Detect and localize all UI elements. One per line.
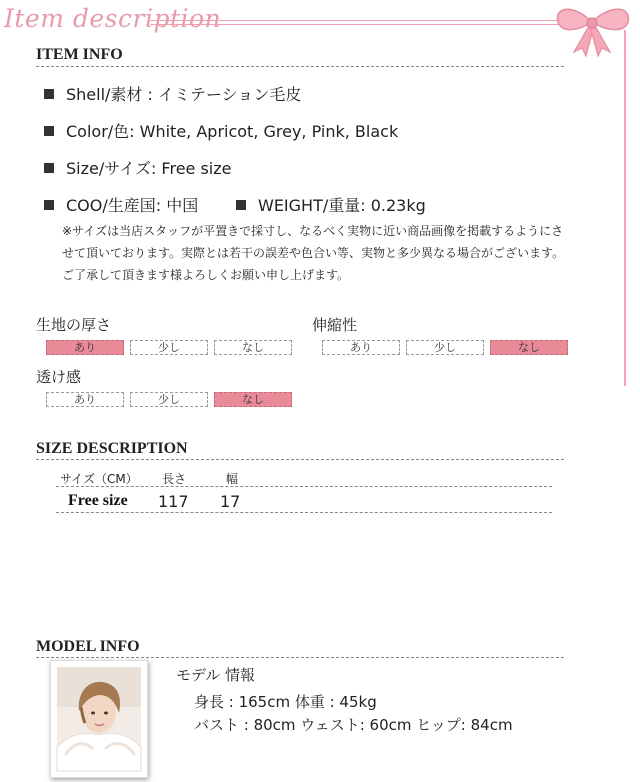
length-value: 117	[158, 492, 189, 511]
sheer-option-nashi: なし	[214, 392, 292, 407]
size-spec	[44, 156, 232, 179]
thickness-label: 生地の厚さ	[36, 316, 112, 334]
weight-text: WEIGHT/重量: 0.23kg	[258, 196, 426, 215]
thickness-option-nashi: なし	[214, 340, 292, 355]
stretch-option-ari: あり	[322, 340, 400, 355]
model-photo	[50, 660, 148, 778]
size-row-label: Free size	[68, 492, 128, 509]
thickness-option-ari: あり	[46, 340, 124, 355]
size-text: Size/サイズ: Free size	[66, 159, 232, 178]
section-title-item-description: Item description	[4, 4, 222, 33]
size-col-header: サイズ（CM）	[60, 472, 138, 486]
header-rule	[150, 20, 590, 21]
model-measurements-1: 身長 : 165cm 体重 : 45kg	[194, 693, 377, 711]
sheer-label: 透け感	[36, 368, 82, 386]
bullet-square-icon	[44, 200, 54, 210]
bullet-square-icon	[44, 89, 54, 99]
divider	[36, 66, 564, 67]
size-description-heading: SIZE DESCRIPTION	[36, 440, 188, 457]
weight-spec	[236, 193, 426, 216]
width-value: 17	[220, 492, 241, 511]
shell-text: Shell/素材 : イミテーション毛皮	[66, 85, 302, 104]
bullet-square-icon	[44, 126, 54, 136]
size-note: ※サイズは当店スタッフが平置きで採寸し、なるべく実物に近い商品画像を掲載するようにさせて頂いております。実際とは若干の誤差や色合い等、実物と多少異なる場合がございます。ご了承して頂きます様よろしくお願い申し上げます。	[62, 224, 565, 282]
ribbon-bow-icon	[544, 0, 640, 64]
ribbon-line	[624, 30, 626, 386]
stretch-option-nashi: なし	[490, 340, 568, 355]
divider	[36, 657, 564, 658]
divider	[36, 459, 564, 460]
model-info-heading: MODEL INFO	[36, 638, 140, 655]
color-spec	[44, 119, 398, 142]
stretch-label: 伸縮性	[312, 316, 358, 334]
length-col-header: 長さ	[162, 472, 187, 486]
header-rule	[150, 24, 590, 25]
model-portrait-image	[51, 661, 147, 777]
model-measurements-2: バスト : 80cm ウェスト: 60cm ヒップ: 84cm	[194, 716, 513, 734]
sheer-option-sukoshi: 少し	[130, 392, 208, 407]
table-divider	[56, 486, 552, 487]
table-divider	[56, 512, 552, 513]
bullet-square-icon	[236, 200, 246, 210]
bullet-square-icon	[44, 163, 54, 173]
width-col-header: 幅	[226, 472, 239, 486]
shell-spec	[44, 82, 301, 105]
thickness-option-sukoshi: 少し	[130, 340, 208, 355]
coo-text: COO/生産国: 中国	[66, 196, 199, 215]
stretch-option-sukoshi: 少し	[406, 340, 484, 355]
color-text: Color/色: White, Apricot, Grey, Pink, Black	[66, 122, 399, 141]
coo-spec	[44, 193, 198, 216]
model-info-title: モデル 情報	[176, 666, 256, 684]
item-info-heading: ITEM INFO	[36, 46, 123, 63]
sheer-option-ari: あり	[46, 392, 124, 407]
